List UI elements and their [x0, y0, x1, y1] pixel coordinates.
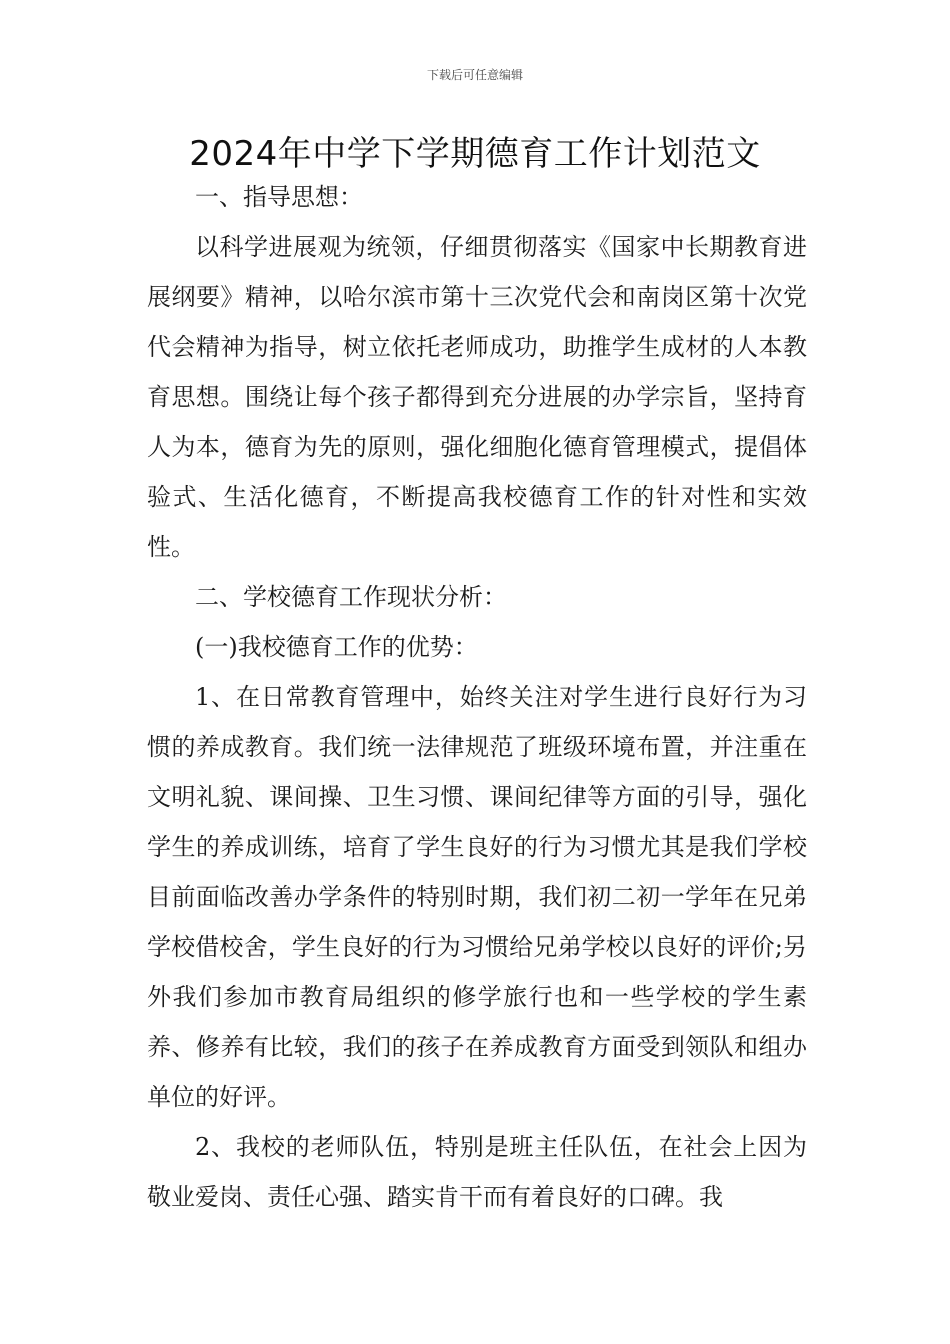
- paragraph-item-2: 2、我校的老师队伍，特别是班主任队伍，在社会上因为敬业爱岗、责任心强、踏实肯干而有着良好的口碑。我: [147, 1133, 807, 1211]
- document-body: [147, 172, 807, 1222]
- document-title: 2024年中学下学期德育工作计划范文: [189, 134, 761, 174]
- section-heading-status-analysis: 二、学校德育工作现状分析：: [195, 583, 507, 611]
- paragraph-item-1: 1、在日常教育管理中，始终关注对学生进行良好行为习惯的养成教育。我们统一法律规范了班级环境布置，并注重在文明礼貌、课间操、卫生习惯、课间纪律等方面的引导，强化学生的养成训练，培育了学生良好的行为习惯尤其是我们学校目前面临改善办学条件的特别时期，我们初二初一学年在兄弟学校借校舍，学生良好的行为习惯给兄弟学校以良好的评价;另外我们参加市教育局组织的修学旅行也和一些学校的学生素养、修养有比较，我们的孩子在养成教育方面受到领队和组办单位的好评。: [147, 683, 807, 1111]
- paragraph-guiding-ideology: 以科学进展观为统领，仔细贯彻落实《国家中长期教育进展纲要》精神，以哈尔滨市第十三次党代会和南岗区第十次党代会精神为指导，树立依托老师成功，助推学生成材的人本教育思想。围绕让每个孩子都得到充分进展的办学宗旨，坚持育人为本，德育为先的原则，强化细胞化德育管理模式，提倡体验式、生活化德育，不断提高我校德育工作的针对性和实效性。: [147, 233, 807, 561]
- subsection-heading-advantages: (一)我校德育工作的优势：: [195, 633, 478, 661]
- section-heading-guiding-ideology: 一、指导思想：: [195, 183, 363, 211]
- header-note: 下载后可任意编辑: [426, 68, 523, 82]
